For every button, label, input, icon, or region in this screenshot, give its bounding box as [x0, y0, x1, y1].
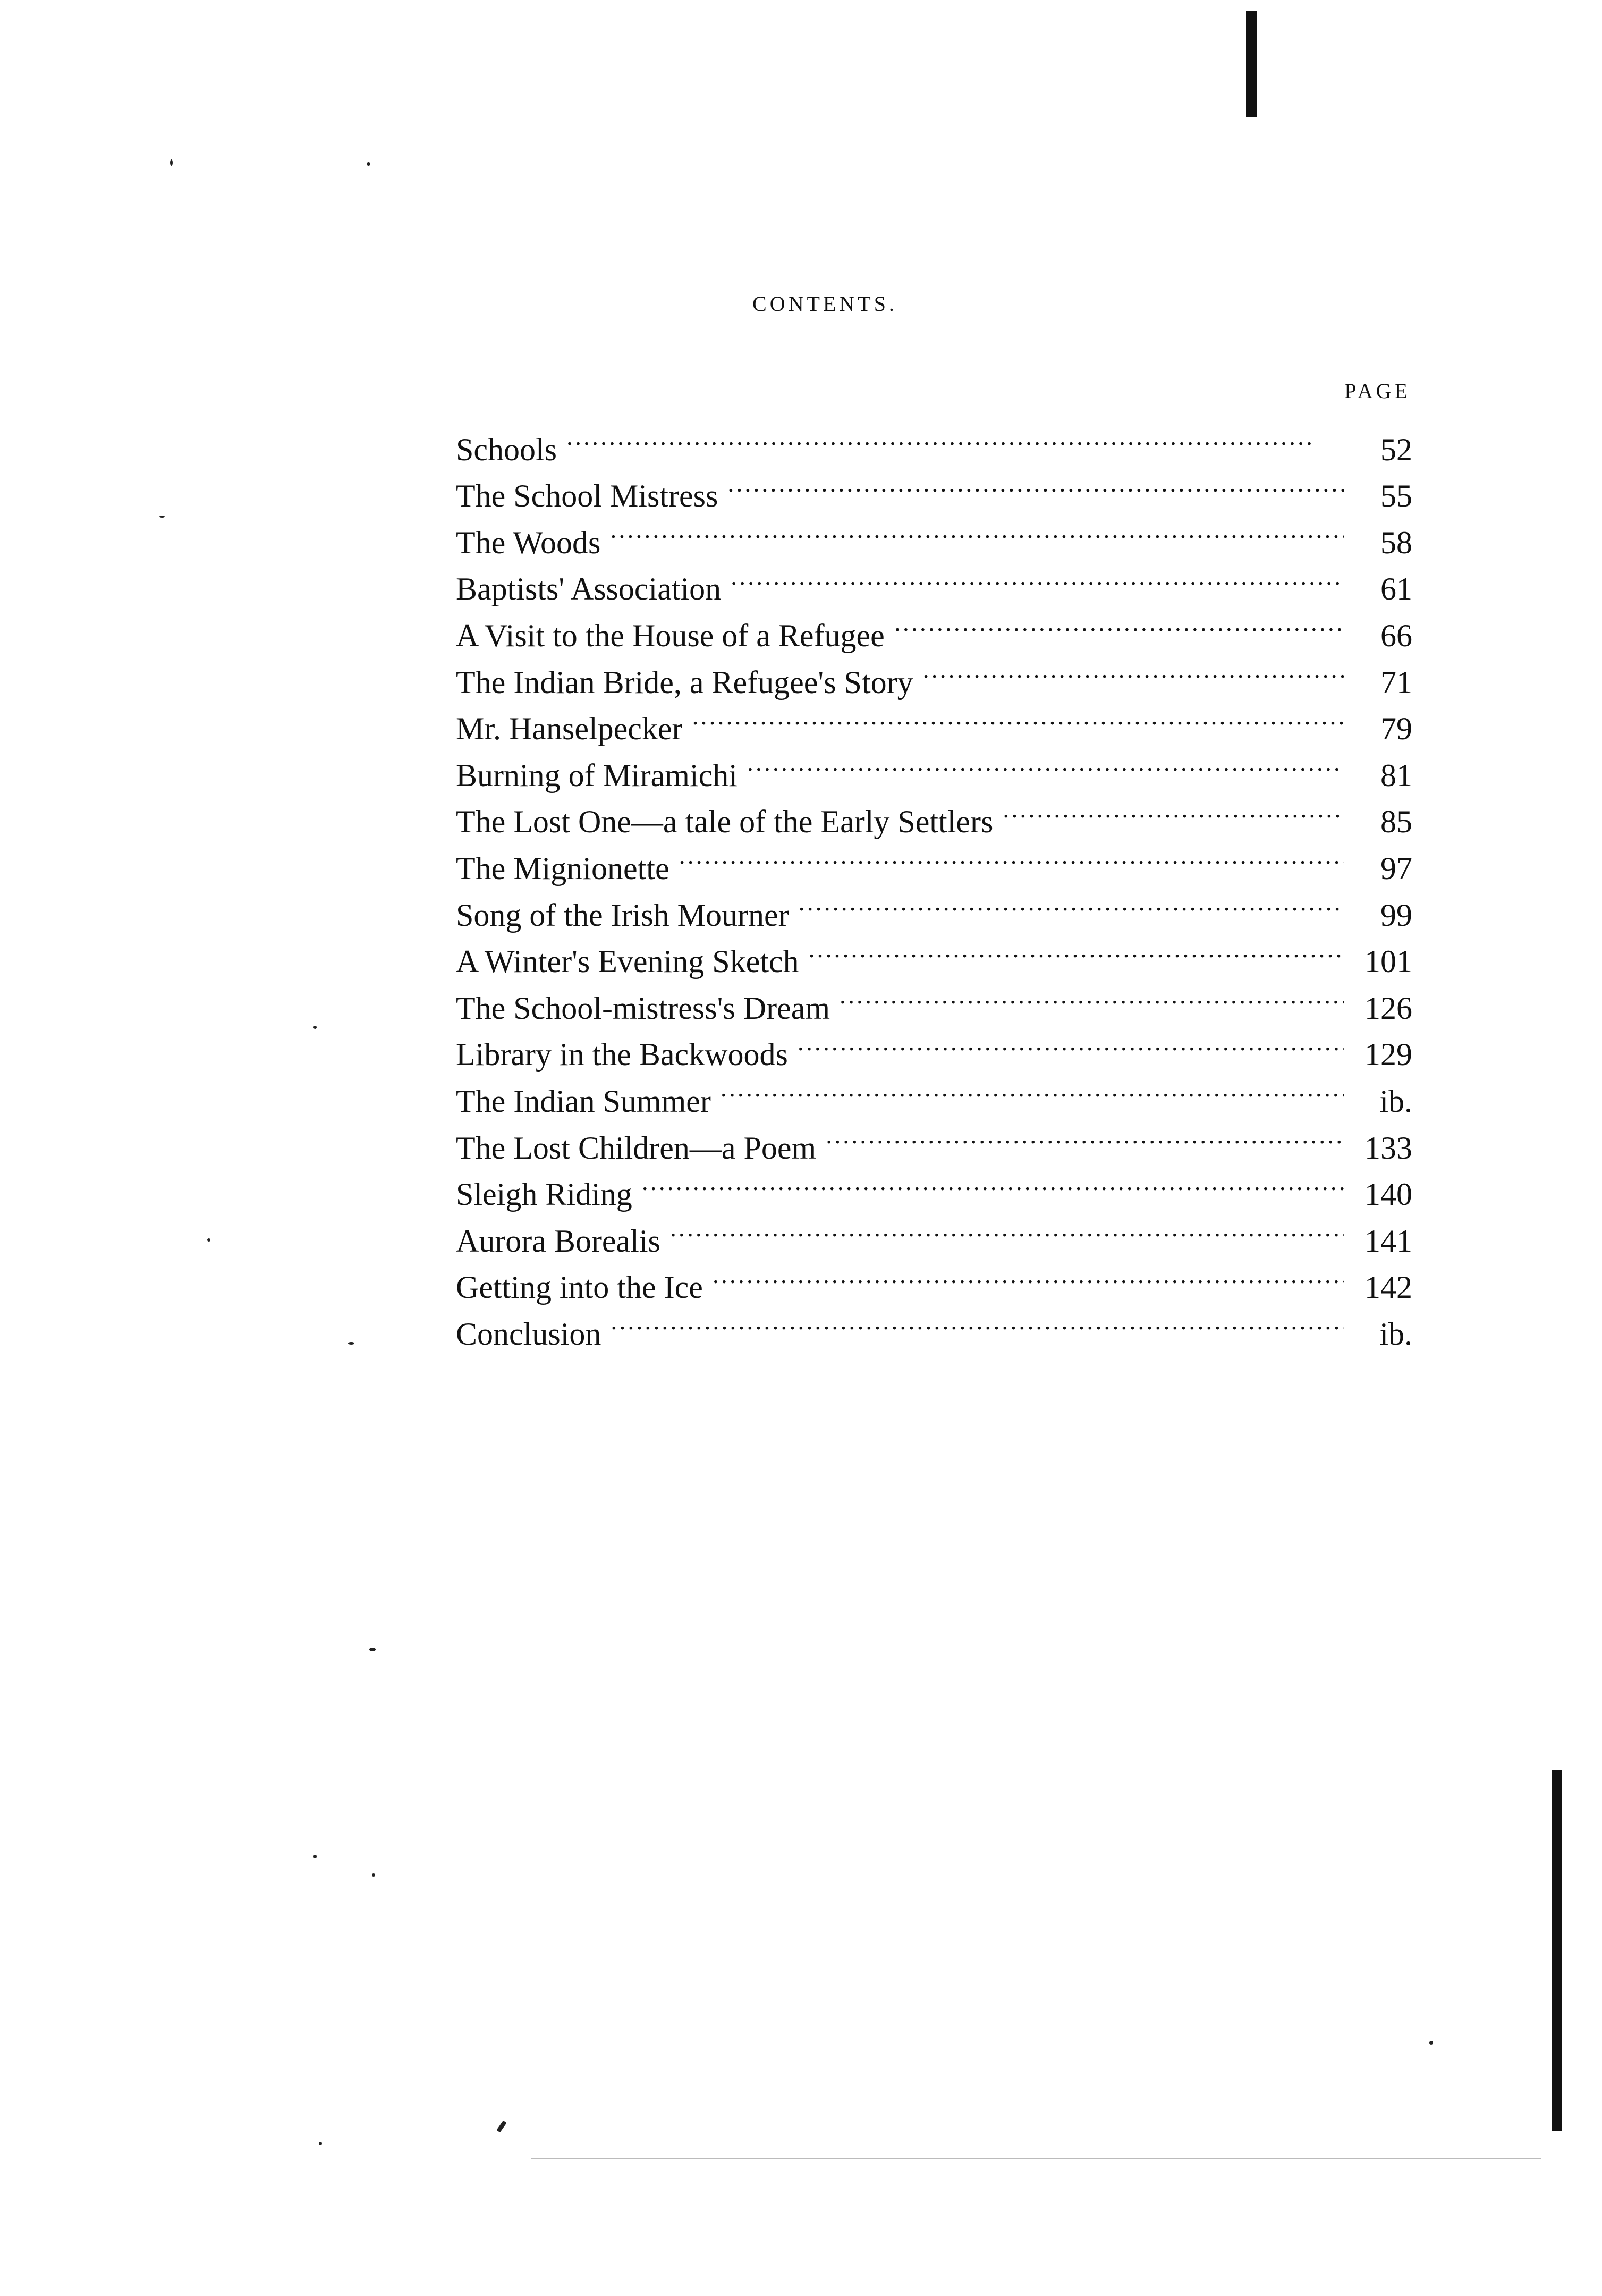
- scan-speck: [367, 162, 370, 166]
- toc-entry-title: The Lost Children—a Poem: [456, 1130, 817, 1166]
- dot-leader: [566, 413, 1344, 460]
- toc-entry-title: Burning of Miramichi: [456, 757, 738, 793]
- toc-entry-title: The Mignionette: [456, 850, 669, 886]
- toc-entry: [456, 460, 1412, 514]
- toc-entry-title: Aurora Borealis: [456, 1223, 660, 1259]
- dot-leader: [692, 693, 1344, 740]
- toc-entry-page: 97: [1380, 850, 1412, 886]
- scan-speck: [159, 516, 165, 518]
- scan-edge-mark-right: [1552, 1770, 1562, 2131]
- toc-entry-page: ib.: [1379, 1316, 1412, 1352]
- toc-entry-page: 58: [1380, 525, 1412, 560]
- toc-entry-page: 52: [1380, 432, 1412, 467]
- toc-entry-page: 71: [1380, 664, 1412, 700]
- scan-speck: [170, 159, 173, 166]
- toc-entry-page: 129: [1364, 1037, 1412, 1073]
- table-of-contents: [456, 413, 1412, 1352]
- toc-entry-page: 99: [1380, 897, 1412, 933]
- toc-entry-page: 61: [1380, 571, 1412, 607]
- dot-leader: [826, 1112, 1344, 1159]
- scan-speck: [348, 1342, 354, 1345]
- dot-leader: [1003, 786, 1344, 833]
- dot-leader: [923, 646, 1344, 693]
- dot-leader: [809, 926, 1344, 973]
- toc-entry-title: Sleigh Riding: [456, 1177, 632, 1212]
- scan-speck: [496, 2121, 506, 2133]
- dot-leader: [747, 739, 1344, 786]
- toc-entry-page: 133: [1364, 1130, 1412, 1166]
- dot-leader: [610, 507, 1344, 553]
- toc-entry-title: A Visit to the House of a Refugee: [456, 618, 885, 653]
- toc-entry-page: 126: [1364, 990, 1412, 1026]
- dot-leader: [611, 1298, 1344, 1345]
- toc-entry: [456, 413, 1412, 467]
- toc-entry-page: 81: [1380, 757, 1412, 793]
- dot-leader: [642, 1159, 1344, 1205]
- toc-entry-title: The Lost One—a tale of the Early Settlers: [456, 804, 994, 840]
- dot-leader: [799, 879, 1344, 926]
- toc-entry-title: The School Mistress: [456, 478, 718, 514]
- scan-speck: [313, 1855, 317, 1858]
- dot-leader: [721, 1065, 1344, 1112]
- toc-entry-page: 141: [1364, 1223, 1412, 1259]
- scan-edge-mark-top: [1246, 11, 1257, 117]
- dot-leader: [731, 553, 1344, 600]
- scan-speck: [531, 2158, 1541, 2159]
- toc-entry-title: The School-mistress's Dream: [456, 990, 830, 1026]
- toc-entry-page: 55: [1380, 478, 1412, 514]
- toc-entry-title: Schools: [456, 432, 557, 467]
- dot-leader: [713, 1252, 1344, 1298]
- toc-entry-title: Getting into the Ice: [456, 1270, 703, 1305]
- toc-entry-page: 140: [1364, 1177, 1412, 1212]
- dot-leader: [894, 600, 1344, 646]
- scan-speck: [372, 1873, 375, 1877]
- page-column-label: PAGE: [1344, 379, 1411, 403]
- scan-speck: [319, 2142, 322, 2145]
- scan-speck: [207, 1238, 210, 1242]
- dot-leader: [727, 460, 1344, 507]
- toc-entry-title: Conclusion: [456, 1316, 601, 1352]
- dot-leader: [679, 832, 1344, 879]
- toc-entry-title: The Indian Bride, a Refugee's Story: [456, 664, 913, 700]
- scan-speck: [369, 1648, 376, 1651]
- toc-entry-page: ib.: [1379, 1083, 1412, 1119]
- toc-entry-page: 66: [1380, 618, 1412, 653]
- toc-entry-page: 101: [1364, 944, 1412, 980]
- dot-leader: [670, 1205, 1344, 1252]
- toc-entry-title: Song of the Irish Mourner: [456, 897, 789, 933]
- toc-entry-title: The Woods: [456, 525, 601, 560]
- scan-speck: [313, 1026, 317, 1029]
- toc-entry-page: 142: [1364, 1270, 1412, 1305]
- dot-leader: [798, 1019, 1344, 1066]
- toc-entry-page: 79: [1380, 711, 1412, 747]
- toc-entry-page: 85: [1380, 804, 1412, 840]
- toc-entry-title: A Winter's Evening Sketch: [456, 944, 799, 980]
- contents-heading: CONTENTS.: [752, 292, 897, 316]
- toc-entry-title: Baptists' Association: [456, 571, 722, 607]
- scan-speck: [1429, 2041, 1433, 2045]
- toc-entry-title: The Indian Summer: [456, 1083, 711, 1119]
- toc-entry-title: Mr. Hanselpecker: [456, 711, 683, 747]
- toc-entry-title: Library in the Backwoods: [456, 1037, 788, 1073]
- dot-leader: [840, 972, 1344, 1019]
